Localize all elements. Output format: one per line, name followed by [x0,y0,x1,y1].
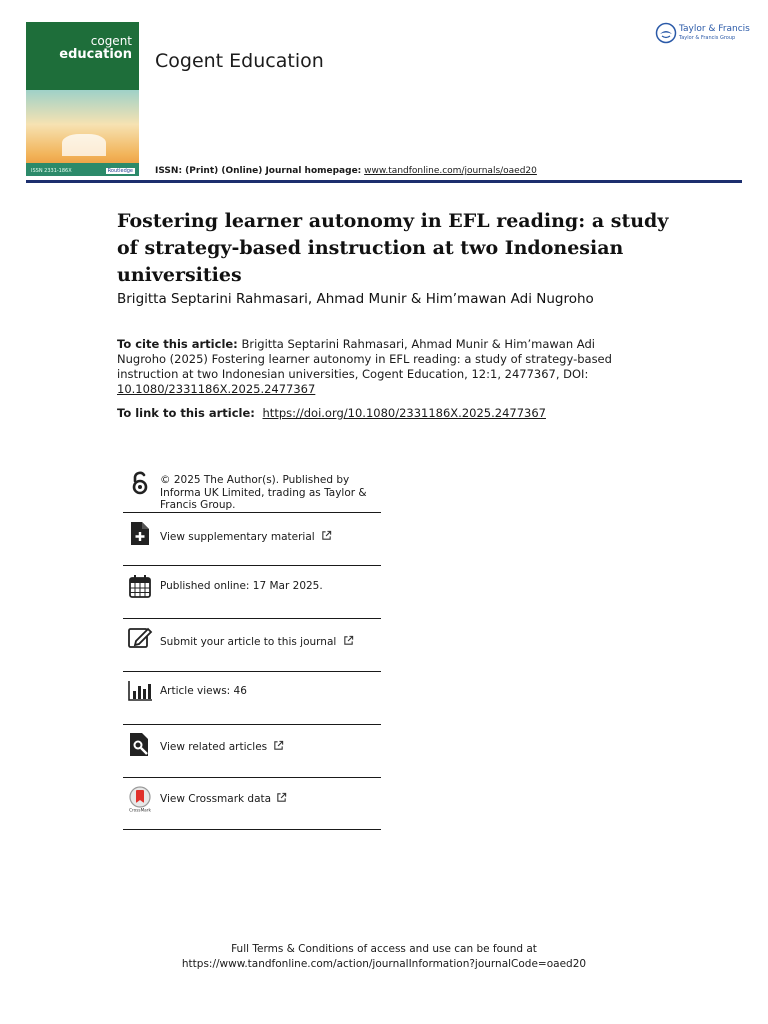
publisher-group: Taylor & Francis Group [679,35,736,41]
open-access-icon [127,470,153,496]
journal-title: Cogent Education [155,50,324,72]
info-divider [123,565,381,566]
citation-text: Brigitta Septarini Rahmasari, Ahmad Munir & Him’mawan Adi Nugroho (2025) Fostering learner autonomy in EFL reading: a study of strategy-based instruction at two Indonesian universities, Cogent Education, 12:1, 2477367, DOI: [117,337,612,381]
article-link-label: To link to this article: [117,406,255,420]
supplementary-row[interactable] [123,520,381,560]
external-link-icon [273,740,284,751]
issn-line [155,166,537,176]
views-row [123,678,381,718]
bar-chart-icon [127,678,153,704]
cover-title-line1: cogent [90,34,132,48]
calendar-icon [127,573,153,599]
crossmark-icon-label: CrossMark [129,807,151,812]
published-row [123,572,381,612]
terms-footer-line1: Full Terms & Conditions of access and use can be found at [231,943,537,955]
article-link-line [117,406,546,420]
issn-label: ISSN: (Print) (Online) Journal homepage: [155,166,362,176]
external-link-icon [343,635,354,646]
edit-icon [127,625,153,651]
citation-doi-link[interactable]: 10.1080/2331186X.2025.2477367 [117,382,316,396]
related-row[interactable] [123,731,381,771]
related-articles-link[interactable]: View related articles [160,741,268,753]
cover-issn: ISSN 2331-186X [31,168,72,174]
external-link-icon [276,792,287,803]
submit-article-link[interactable]: Submit your article to this journal [160,636,337,648]
article-authors: Brigitta Septarini Rahmasari, Ahmad Munir & Him’mawan Adi Nugroho [117,291,594,307]
cover-publisher-mark: Routledge [107,168,133,174]
info-divider [123,724,381,725]
publisher-name: Taylor & Francis [679,24,750,34]
published-date: Published online: 17 Mar 2025. [160,580,323,592]
citation-label: To cite this article: [117,337,238,351]
info-divider [123,512,381,513]
article-doi-link[interactable]: https://doi.org/10.1080/2331186X.2025.2477367 [262,406,546,420]
search-document-icon [127,731,153,757]
article-views: Article views: 46 [160,685,247,697]
external-link-icon [321,530,332,541]
cover-footer-strip [26,163,139,176]
crossmark-link[interactable]: View Crossmark data [160,793,272,805]
info-divider [123,618,381,619]
terms-footer-link[interactable]: https://www.tandfonline.com/action/journalInformation?journalCode=oaed20 [181,958,587,970]
journal-cover-image [26,22,139,176]
crossmark-row[interactable] [123,784,381,824]
crossmark-icon [127,786,153,812]
publisher-logo-icon [655,22,677,44]
info-divider [123,777,381,778]
info-divider [123,829,381,830]
terms-footer [0,942,768,972]
citation-block [117,337,617,397]
supplementary-link[interactable]: View supplementary material [160,531,315,543]
license-text: © 2025 The Author(s). Published by Informa UK Limited, trading as Taylor & Francis Group. [160,474,367,511]
document-plus-icon [127,520,153,546]
journal-homepage-link[interactable]: www.tandfonline.com/journals/oaed20 [364,166,537,176]
cover-book-shape [62,134,106,156]
article-title: Fostering learner autonomy in EFL reading: a study of strategy-based instruction at two Indonesian universities [117,210,669,286]
license-row [123,470,381,512]
cover-title [59,34,132,62]
header-divider [26,180,742,183]
cover-title-line2: education [59,47,132,62]
submit-row[interactable] [123,625,381,665]
info-divider [123,671,381,672]
